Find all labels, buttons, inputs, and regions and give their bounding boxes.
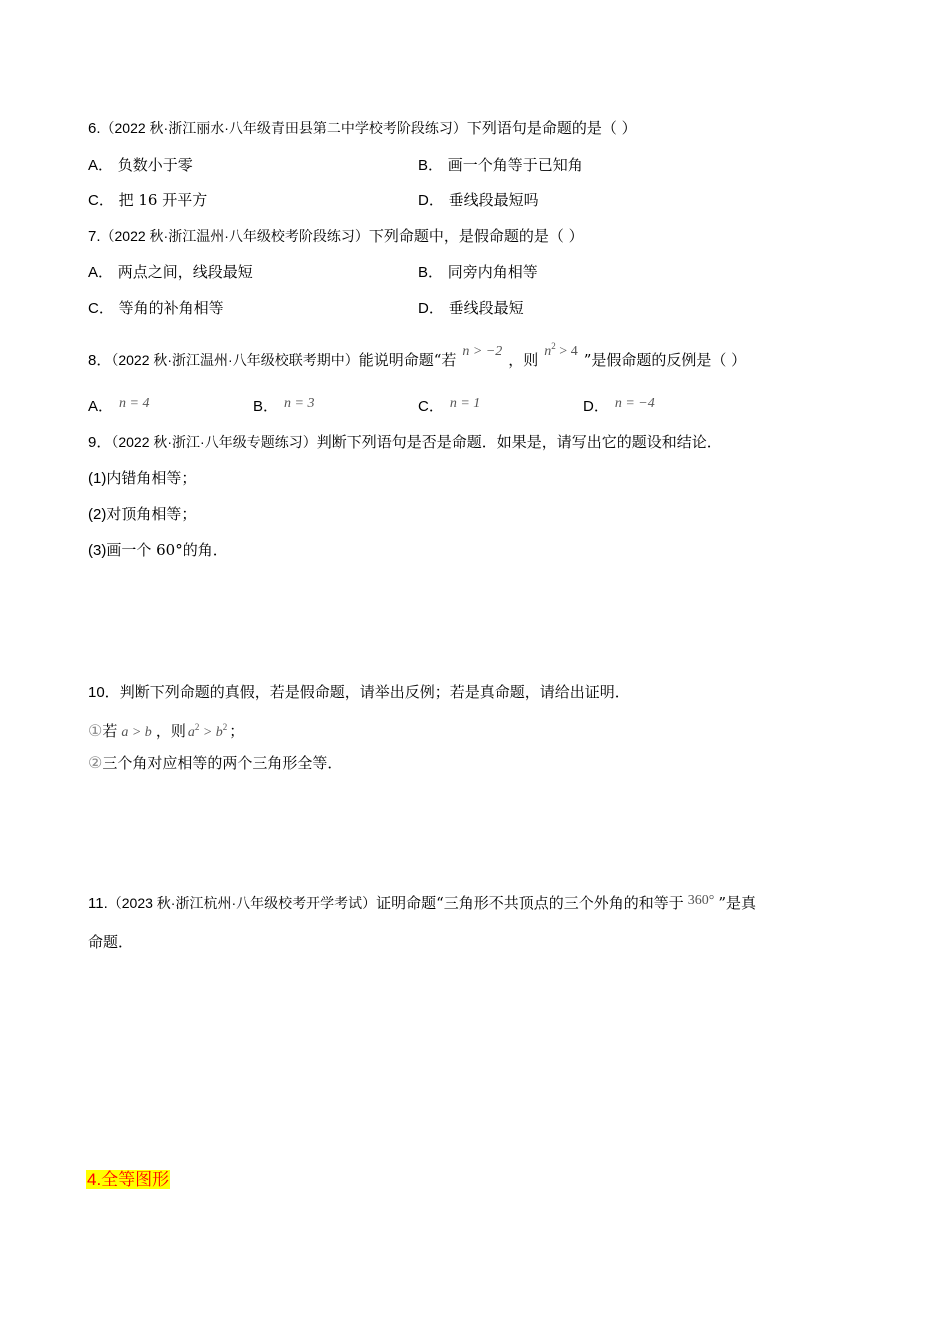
q8-option-b-letter: B． [253, 398, 279, 415]
q10-res-a: a [187, 725, 195, 740]
q11-stem [88, 893, 756, 915]
q11-number: 11. [88, 895, 108, 912]
q6-option-b-text: 画一个角等于已知角 [447, 156, 583, 174]
q7-option-b-text: 同旁内角相等 [447, 263, 538, 281]
section-title [86, 1170, 170, 1190]
q6-option-c-letter: C． [88, 192, 114, 209]
q9-item-2 [88, 504, 196, 525]
q6-option-c [88, 190, 207, 211]
q9-item-3-label: (3) [88, 542, 107, 559]
q9-number: 9． [88, 434, 112, 451]
q8-option-d [583, 396, 655, 418]
q7-option-c-letter: C． [88, 300, 114, 317]
q10-item-1 [88, 717, 244, 743]
q9-stem [88, 432, 722, 453]
q8-option-b [253, 396, 314, 418]
q8-option-d-letter: D． [583, 398, 609, 415]
q7-option-c-text: 等角的补角相等 [118, 299, 224, 317]
q8-cond2-exp: 2 [551, 341, 556, 351]
q9-item-3-text: 画一个 60°的角． [106, 541, 228, 559]
q10-item-2 [88, 753, 342, 773]
q8-number: 8． [88, 352, 112, 369]
q8-condition-2 [544, 341, 578, 359]
q8-option-a-letter: A． [88, 398, 114, 415]
q10-res-exp2: 2 [222, 722, 228, 732]
q6-stem-text: 下列语句是命题的是（ ） [466, 119, 637, 137]
q10-item-2-marker: ② [88, 753, 103, 772]
q6-option-c-text: 把 16 开平方 [118, 191, 208, 209]
q10-item-1-result [187, 722, 228, 740]
q6-option-b [418, 155, 583, 176]
q7-option-d-text: 垂线段最短 [448, 299, 524, 317]
q10-stem [88, 682, 630, 703]
q10-res-mid: > b [199, 725, 223, 740]
q10-item-1-mid: ，则 [155, 722, 186, 740]
q11-line-2: 命题． [88, 933, 134, 951]
q10-number: 10． [88, 684, 120, 701]
q7-option-a-letter: A． [88, 264, 114, 281]
q8-stem-b: ，则 [508, 351, 539, 369]
q6-number: 6. [88, 120, 101, 137]
q6-option-d [418, 190, 539, 211]
q8-option-c [418, 396, 480, 418]
q11-math: 360° [687, 893, 715, 908]
q6-option-d-letter: D． [418, 192, 444, 209]
q8-option-a-math: n = 4 [119, 396, 150, 411]
q7-option-a-text: 两点之间，线段最短 [117, 263, 253, 281]
q6-option-b-letter: B． [418, 157, 444, 174]
q10-stem-text: 判断下列命题的真假，若是假命题，请举出反例；若是真命题，请给出证明． [119, 683, 630, 701]
q9-item-1-text: 内错角相等； [106, 469, 197, 487]
q10-item-1-condition: a > b [121, 725, 152, 740]
q10-item-1-pre: 若 [102, 722, 118, 740]
q9-item-2-text: 对顶角相等； [106, 505, 197, 523]
q7-option-d [418, 298, 524, 319]
q7-option-c [88, 298, 224, 319]
q8-stem [88, 341, 747, 372]
q7-option-a [88, 262, 253, 283]
q10-item-1-marker: ① [88, 721, 103, 740]
q8-condition-1: n > −2 [462, 344, 503, 359]
q8-source: （2022 秋·浙江温州·八年级校联考期中） [111, 352, 359, 368]
q8-option-b-math: n = 3 [284, 396, 315, 411]
q6-option-d-text: 垂线段最短吗 [448, 191, 539, 209]
q6-option-a-letter: A． [88, 157, 114, 174]
q10-res-exp1: 2 [194, 722, 200, 732]
q7-option-d-letter: D． [418, 300, 444, 317]
q6-option-a-text: 负数小于零 [117, 156, 193, 174]
q7-stem-text: 下列命题中，是假命题的是（ ） [368, 227, 584, 245]
q6-option-a [88, 155, 193, 176]
q9-stem-text: 判断下列语句是否是命题．如果是，请写出它的题设和结论． [316, 433, 722, 451]
q8-option-c-letter: C． [418, 398, 444, 415]
q10-item-2-text: 三个角对应相等的两个三角形全等． [102, 754, 343, 772]
q9-item-1 [88, 468, 196, 489]
q7-option-b-letter: B． [418, 264, 444, 281]
q6-source: （2022 秋·浙江丽水·八年级青田县第二中学校考阶段练习） [100, 120, 467, 136]
q8-option-c-math: n = 1 [449, 396, 481, 411]
q11-stem-a: 证明命题“三角形不共顶点的三个外角的和等于 [376, 894, 684, 912]
q9-source: （2022 秋·浙江·八年级专题练习） [111, 434, 317, 450]
q11-stem-b: ”是真 [718, 894, 757, 912]
q8-stem-c: ”是假命题的反例是（ ） [583, 351, 747, 369]
q7-source: （2022 秋·浙江温州·八年级校考阶段练习） [100, 228, 369, 244]
q7-number: 7. [88, 228, 101, 245]
q8-cond2-rest: > 4 [555, 344, 578, 359]
q6-stem [88, 118, 637, 139]
q11-source: （2023 秋·浙江杭州·八年级校考开学考试） [107, 895, 377, 911]
q10-item-1-post: ； [229, 722, 245, 740]
q8-option-a [88, 396, 149, 418]
q8-cond2-base: n [544, 344, 552, 359]
section-title-text: 4.全等图形 [87, 1170, 170, 1189]
q9-item-1-label: (1) [88, 470, 107, 487]
q9-item-2-label: (2) [88, 506, 107, 523]
q8-stem-a: 能说明命题“若 [358, 351, 457, 369]
q7-stem [88, 226, 584, 247]
q9-item-3 [88, 540, 228, 561]
q8-option-d-math: n = −4 [614, 396, 655, 411]
q7-option-b [418, 262, 538, 283]
